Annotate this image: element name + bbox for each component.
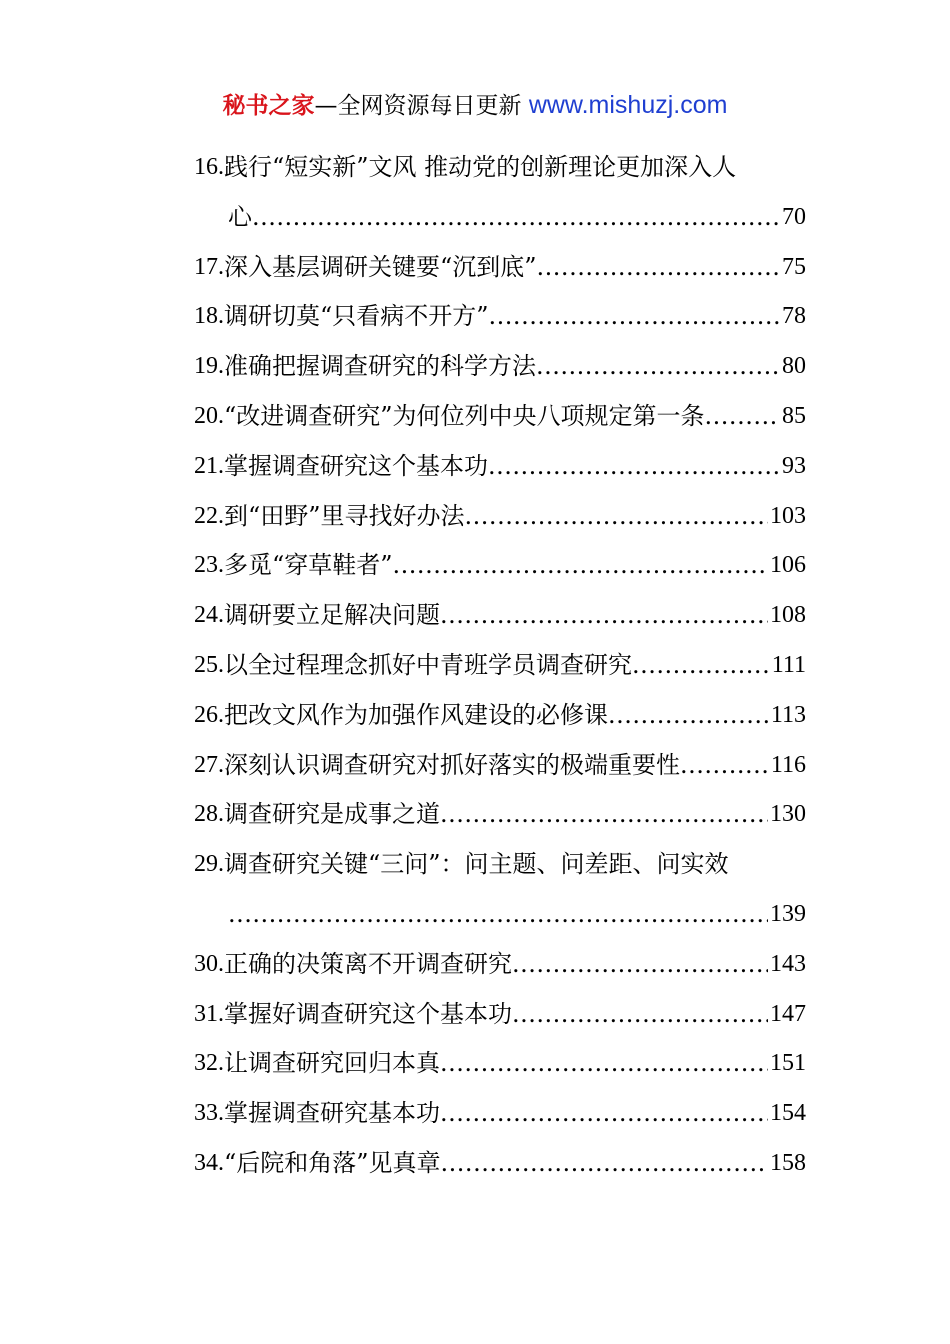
- brand-name: 秘书之家: [222, 93, 315, 119]
- toc-entry-page: 130: [770, 801, 806, 828]
- toc-dot-leader: [488, 442, 780, 492]
- table-of-contents: [194, 143, 806, 1189]
- toc-entry-page: 151: [770, 1050, 806, 1077]
- toc-entry-number: 16.: [194, 154, 224, 180]
- toc-entry-title: 调研要立足解决问题: [224, 601, 440, 630]
- toc-entry-number: 19.: [194, 353, 224, 380]
- toc-entry: [194, 1039, 806, 1089]
- toc-dot-leader: [465, 492, 768, 542]
- toc-entry-number: 27.: [194, 751, 224, 778]
- toc-entry-number: 33.: [194, 1100, 224, 1127]
- toc-entry-page: 139: [770, 900, 806, 927]
- toc-dot-leader: [228, 890, 768, 940]
- toc-entry: [194, 940, 806, 990]
- toc-dot-leader: [252, 193, 780, 243]
- toc-entry-number: 34.: [194, 1149, 224, 1176]
- toc-dot-leader: [632, 641, 770, 691]
- toc-entry-title: 到“田野”里寻找好办法: [224, 501, 465, 530]
- toc-entry: [194, 641, 806, 691]
- toc-entry-number: 24.: [194, 602, 224, 629]
- toc-entry: [194, 442, 806, 492]
- toc-entry-page: 93: [782, 452, 806, 479]
- toc-entry-page: 80: [782, 353, 806, 380]
- toc-dot-leader: [441, 1139, 768, 1189]
- toc-entry-page: 75: [782, 253, 806, 280]
- toc-entry-page: 116: [770, 751, 806, 778]
- toc-entry-title: 掌握调查研究这个基本功: [224, 451, 488, 480]
- header-tagline: —全网资源每日更新: [314, 93, 522, 119]
- toc-entry-page: 106: [770, 552, 806, 579]
- toc-entry-page: 108: [770, 602, 806, 629]
- toc-entry-number: 18.: [194, 303, 224, 330]
- toc-entry-number: 25.: [194, 651, 224, 678]
- toc-entry-title: 深刻认识调查研究对抓好落实的极端重要性: [224, 750, 680, 779]
- toc-entry-page: 103: [770, 502, 806, 529]
- toc-entry-title: 践行“短实新”文风 推动党的创新理论更加深入人: [224, 153, 737, 181]
- toc-entry-title: 掌握调查研究基本功: [224, 1099, 440, 1128]
- toc-entry-number: 30.: [194, 950, 224, 977]
- toc-entry: [194, 1139, 806, 1189]
- toc-entry-number: 28.: [194, 801, 224, 828]
- toc-dot-leader: [512, 940, 768, 990]
- toc-entry: [194, 990, 806, 1040]
- toc-dot-leader: [440, 790, 768, 840]
- toc-entry-number: 22.: [194, 502, 224, 529]
- toc-entry-page: 78: [782, 303, 806, 330]
- toc-entry-title: 以全过程理念抓好中青班学员调查研究: [224, 650, 632, 679]
- toc-entry: [194, 342, 806, 392]
- toc-entry: [194, 741, 806, 791]
- toc-entry-number: 29.: [194, 851, 224, 878]
- toc-entry-number: 21.: [194, 452, 224, 479]
- toc-entry: [194, 591, 806, 641]
- toc-entry-number: 20.: [194, 402, 224, 429]
- toc-entry-number: 31.: [194, 1000, 224, 1027]
- toc-entry: [194, 292, 806, 342]
- toc-entry-title: 多觅“穿草鞋者”: [224, 551, 393, 580]
- toc-dot-leader: [489, 292, 780, 342]
- toc-entry-number: 17.: [194, 253, 224, 280]
- toc-entry-number: 23.: [194, 552, 224, 579]
- toc-dot-leader: [537, 243, 780, 293]
- toc-entry: [194, 1089, 806, 1139]
- toc-entry-title-continued: 心: [228, 202, 252, 231]
- toc-entry-title: 调查研究关键“三问”：问主题、问差距、问实效: [224, 850, 729, 879]
- toc-entry-title: 正确的决策离不开调查研究: [224, 949, 512, 978]
- toc-entry-title: 把改文风作为加强作风建设的必修课: [224, 700, 608, 729]
- toc-entry-number: 26.: [194, 701, 224, 728]
- toc-dot-leader: [536, 342, 780, 392]
- toc-entry-page: 85: [782, 402, 806, 429]
- toc-entry-page: 70: [782, 203, 806, 230]
- toc-entry-title: 准确把握调查研究的科学方法: [224, 352, 536, 381]
- toc-entry-title: 调查研究是成事之道: [224, 800, 440, 829]
- toc-dot-leader: [440, 591, 768, 641]
- toc-entry: [194, 492, 806, 542]
- toc-entry-page: 111: [771, 651, 806, 678]
- page-header: [0, 88, 950, 123]
- toc-entry-number: 32.: [194, 1050, 224, 1077]
- toc-dot-leader: [608, 691, 769, 741]
- toc-entry-page: 158: [770, 1149, 806, 1176]
- toc-entry-title: 深入基层调研关键要“沉到底”: [224, 252, 537, 281]
- toc-entry: [194, 392, 806, 442]
- toc-entry-title: 掌握好调查研究这个基本功: [224, 999, 512, 1028]
- toc-entry-page: 154: [770, 1100, 806, 1127]
- toc-dot-leader: [680, 741, 769, 791]
- toc-entry-title: “改进调查研究”为何位列中央八项规定第一条: [224, 401, 705, 430]
- toc-entry: [194, 691, 806, 741]
- toc-entry: [194, 840, 806, 940]
- toc-entry: [194, 143, 806, 243]
- header-url: www.mishuzj.com: [528, 91, 728, 119]
- toc-entry-page: 113: [770, 701, 806, 728]
- toc-dot-leader: [440, 1039, 768, 1089]
- toc-entry-title: 让调查研究回归本真: [224, 1049, 440, 1078]
- toc-entry-title: “后院和角落”见真章: [224, 1148, 441, 1177]
- toc-entry: [194, 790, 806, 840]
- toc-dot-leader: [393, 541, 768, 591]
- toc-entry-page: 143: [770, 950, 806, 977]
- toc-entry: [194, 243, 806, 293]
- toc-entry-page: 147: [770, 1000, 806, 1027]
- toc-dot-leader: [440, 1089, 768, 1139]
- toc-entry: [194, 541, 806, 591]
- toc-dot-leader: [512, 990, 768, 1040]
- toc-dot-leader: [705, 392, 780, 442]
- toc-entry-title: 调研切莫“只看病不开方”: [224, 302, 489, 331]
